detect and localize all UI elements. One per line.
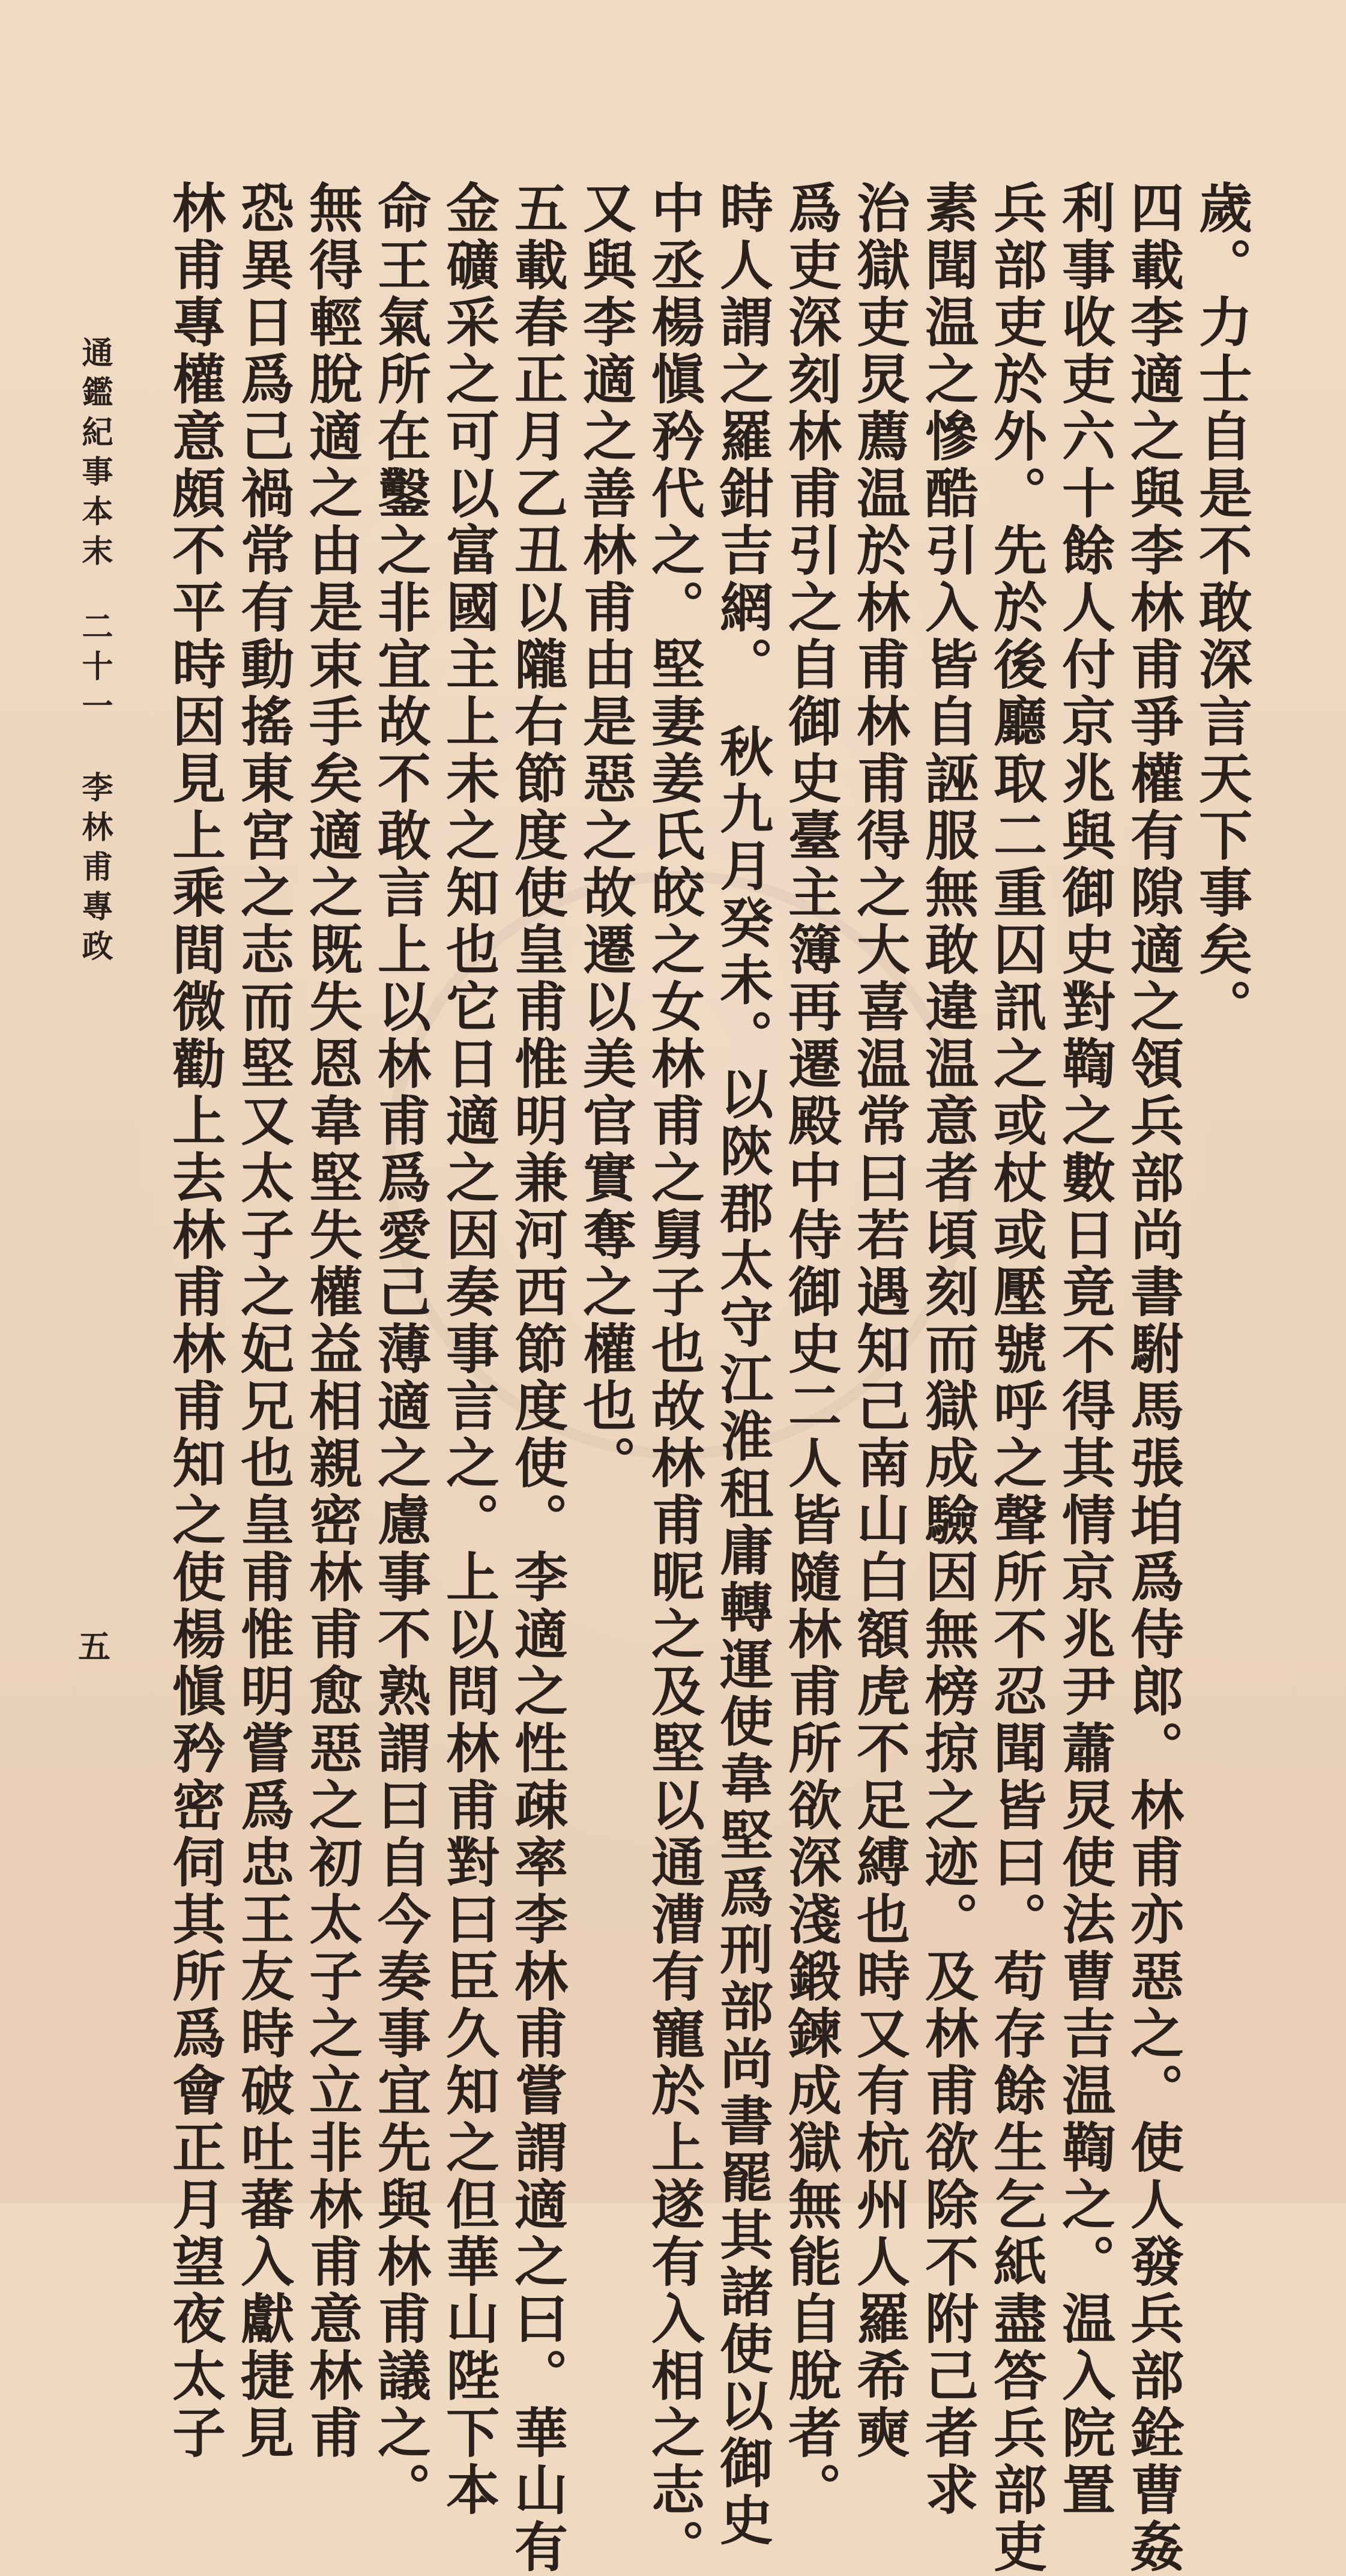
text-column: 無得輕脫適之由是束手矣適之既失恩韋堅失權益相親密林甫愈惡之初太子之立非林甫意林甫 bbox=[301, 180, 364, 2462]
text-column: 恐異日爲己禍常有動搖東宮之志而堅又太子之妃兄也皇甫惟明嘗爲忠王友時破吐蕃入獻捷見 bbox=[232, 180, 295, 2462]
text-column: 素聞温之慘酷引入皆自誣服無敢違温意者頃刻而獄成驗因無榜掠之迹。及林甫欲除不附己者求 bbox=[917, 180, 980, 2519]
text-column: 兵部吏於外。先於後廳取二重囚訊之或杖或壓號呼之聲所不忍聞皆曰。苟存餘生乞紙盡答兵部吏 bbox=[985, 180, 1048, 2576]
text-column: 中丞楊愼矜代之。堅妻姜氏皎之女林甫之舅子也故林甫昵之及堅以通漕有寵於上遂有入相之志。 bbox=[643, 180, 706, 2576]
text-column: 又與李適之善林甫由是惡之故遷以美官實奪之權也。 bbox=[575, 180, 638, 1492]
text-column: 治獄吏炅薦温於林甫林甫得之大喜温常曰若遇知己南山白額虎不足縛也時又有杭州人羅希奭 bbox=[848, 180, 911, 2462]
book-title: 通鑑紀事本末 bbox=[76, 336, 113, 574]
text-column: 五載春正月乙丑以隴右節度使皇甫惟明兼河西節度使。李適之性疎率李林甫嘗謂適之曰。華山有 bbox=[506, 180, 569, 2576]
text-column: 命王氣所在鑿之非宜故不敢言上以林甫爲愛己薄適之慮事不熟謂曰自今奏事宜先與林甫議之。 bbox=[369, 180, 432, 2519]
text-column: 四載李適之與李林甫爭權有隙適之領兵部尚書駙馬張垍爲侍郎。林甫亦惡之。使人發兵部銓曹姦 bbox=[1122, 180, 1185, 2576]
text-column: 爲吏深刻林甫引之自御史臺主簿再遷殿中侍御史二人皆隨林甫所欲深淺鍛鍊成獄無能自脫者。 bbox=[780, 180, 843, 2519]
main-text-block bbox=[161, 180, 1256, 2576]
text-column: 金礦采之可以富國主上未之知也它日適之因奏事言之。上以問林甫對曰臣久知之但華山陛下本 bbox=[438, 180, 501, 2519]
page-number: 五 bbox=[78, 1627, 110, 1666]
chapter-title: 李林甫專政 bbox=[76, 771, 113, 969]
text-column: 林甫專權意頗不平時因見上乘間微勸上去林甫林甫知之使楊愼矜密伺其所爲會正月望夜太子 bbox=[164, 180, 227, 2462]
page-footer bbox=[72, 336, 117, 969]
volume-number: 二十一 bbox=[76, 610, 113, 729]
text-column: 時人謂之羅鉗吉網。 秋九月癸未。以陝郡太守江淮租庸轉運使韋堅爲刑部尚書罷其諸使以御史 bbox=[711, 180, 774, 2550]
text-column: 歲。力士自是不敢深言天下事矣。 bbox=[1191, 180, 1254, 1036]
text-column: 利事收吏六十餘人付京兆與御史對鞫之數日竟不得其情京兆尹蕭炅使法曹吉温鞫之。温入院置 bbox=[1054, 180, 1117, 2519]
